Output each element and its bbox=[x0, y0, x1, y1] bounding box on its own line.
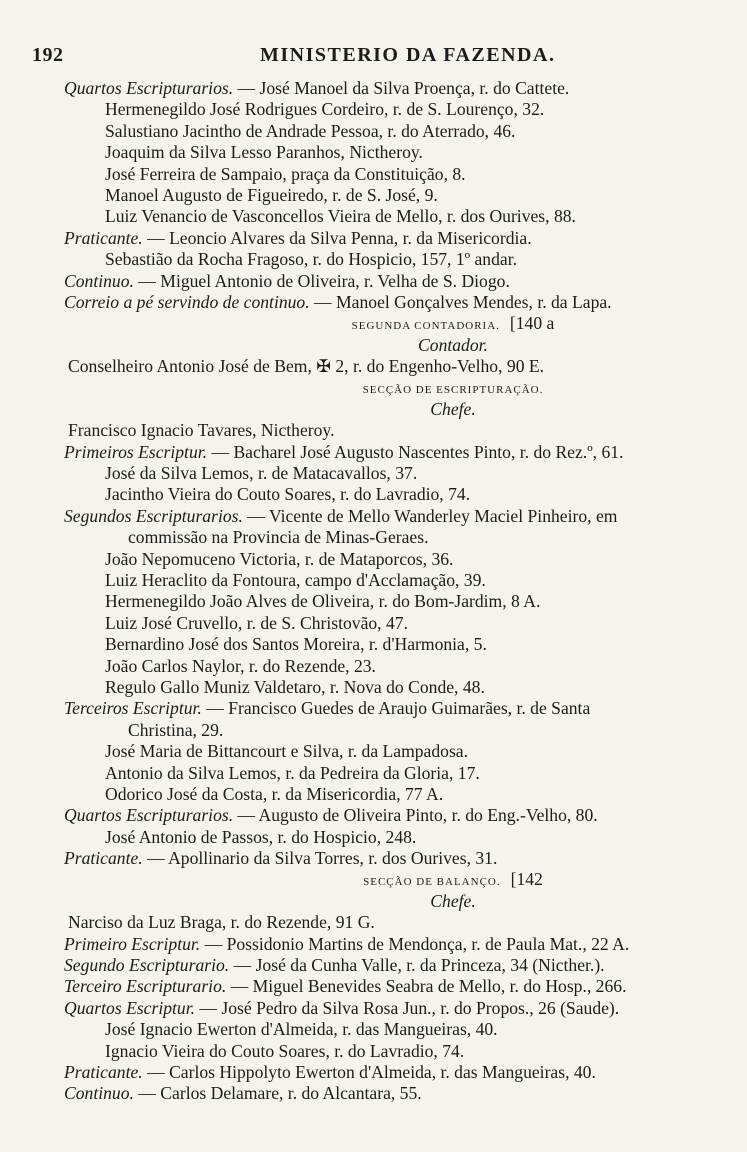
entry-text: Luiz José Cruvello, r. de S. Christovão, 47. bbox=[105, 612, 408, 633]
entry-line bbox=[68, 827, 708, 848]
entry-line bbox=[68, 1019, 708, 1040]
entry-text: — Francisco Guedes de Araujo Guimarães, r. de Santa bbox=[201, 698, 591, 719]
entry-line bbox=[64, 955, 708, 976]
entry-text: José da Silva Lemos, r. de Matacavallos, 37. bbox=[105, 463, 418, 484]
entry-line bbox=[68, 121, 708, 142]
entry-text: Conselheiro Antonio José de Bem, ✠ 2, r. do Engenho-Velho, 90 E. bbox=[68, 356, 545, 377]
entry-text: — Apollinario da Silva Torres, r. dos Ourives, 31. bbox=[142, 848, 498, 869]
entry-line bbox=[64, 698, 708, 719]
entry-text: Joaquim da Silva Lesso Paranhos, Nictheroy. bbox=[105, 142, 423, 163]
entry-line bbox=[64, 292, 708, 313]
section-title: SECÇÃO DE ESCRIPTURAÇÃO. bbox=[362, 384, 544, 397]
entry-line bbox=[68, 720, 708, 741]
entry-role: Praticante. bbox=[64, 848, 143, 869]
entry-line bbox=[64, 1062, 708, 1083]
entry-text: — José Pedro da Silva Rosa Jun., r. do Propos., 26 (Saude). bbox=[195, 997, 620, 1018]
entry-role: Terceiro Escripturario. bbox=[64, 976, 227, 997]
entry-text: — José da Cunha Valle, r. da Princeza, 34 (Nicther.). bbox=[229, 955, 605, 976]
entry-line bbox=[64, 78, 708, 99]
page-header bbox=[32, 44, 722, 70]
section-page-ref: [140 a bbox=[509, 313, 555, 334]
entry-line bbox=[68, 741, 708, 762]
entry-text: Francisco Ignacio Tavares, Nictheroy. bbox=[68, 420, 335, 441]
entry-line bbox=[64, 998, 708, 1019]
entry-text: José Ferreira de Sampaio, praça da Constituição, 8. bbox=[105, 163, 466, 184]
role-heading: Contador. bbox=[418, 334, 488, 355]
entry-line bbox=[68, 634, 708, 655]
page-number: 192 bbox=[32, 44, 64, 66]
entry-text: — Vicente de Mello Wanderley Maciel Pinheiro, em bbox=[242, 505, 618, 526]
entry-text: — Miguel Benevides Seabra de Mello, r. do Hosp., 266. bbox=[226, 976, 627, 997]
entry-text: José Antonio de Passos, r. do Hospicio, 248. bbox=[105, 826, 417, 847]
entry-text: — Leoncio Alvares da Silva Penna, r. da Misericordia. bbox=[142, 227, 532, 248]
document-body bbox=[64, 78, 708, 1105]
entry-role: Continuo. bbox=[64, 270, 134, 291]
entry-line bbox=[68, 784, 708, 805]
entry-line bbox=[68, 1041, 708, 1062]
entry-line bbox=[68, 142, 708, 163]
entry-text: — Miguel Antonio de Oliveira, r. Velha de S. Diogo. bbox=[133, 270, 510, 291]
entry-text: — Possidonio Martins de Mendonça, r. de Paula Mat., 22 A. bbox=[200, 933, 630, 954]
entry-text: Narciso da Luz Braga, r. do Rezende, 91 G. bbox=[68, 912, 375, 933]
entry-line bbox=[64, 805, 708, 826]
entry-line bbox=[68, 164, 708, 185]
entry-role: Quartos Escriptur. bbox=[64, 997, 195, 1018]
entry-text: Jacintho Vieira do Couto Soares, r. do Lavradio, 74. bbox=[105, 484, 471, 505]
section-heading bbox=[68, 377, 708, 398]
entry-line bbox=[68, 912, 708, 933]
entry-role: Correio a pé servindo de continuo. bbox=[64, 291, 310, 312]
entry-role: Praticante. bbox=[64, 1061, 143, 1082]
entry-text: — Carlos Delamare, r. do Alcantara, 55. bbox=[133, 1083, 422, 1104]
entry-text: João Nepomuceno Victoria, r. de Mataporcos, 36. bbox=[105, 548, 454, 569]
entry-line bbox=[64, 934, 708, 955]
section-page-ref: [142 bbox=[510, 869, 543, 890]
entry-text: José Ignacio Ewerton d'Almeida, r. das Mangueiras, 40. bbox=[105, 1019, 498, 1040]
entry-line bbox=[68, 656, 708, 677]
entry-line bbox=[64, 848, 708, 869]
entry-role: Continuo. bbox=[64, 1083, 134, 1104]
entry-line bbox=[68, 249, 708, 270]
entry-line bbox=[64, 442, 708, 463]
entry-line bbox=[64, 271, 708, 292]
entry-text: Hermenegildo José Rodrigues Cordeiro, r. de S. Lourenço, 32. bbox=[105, 99, 545, 120]
entry-line bbox=[64, 1083, 708, 1104]
entry-role: Segundo Escripturario. bbox=[64, 955, 230, 976]
entry-line bbox=[64, 976, 708, 997]
entry-text: Salustiano Jacintho de Andrade Pessoa, r. do Aterrado, 46. bbox=[105, 120, 516, 141]
role-heading: Chefe. bbox=[430, 890, 476, 911]
entry-line bbox=[64, 506, 708, 527]
entry-line bbox=[64, 228, 708, 249]
entry-text: Hermenegildo João Alves de Oliveira, r. do Bom-Jardim, 8 A. bbox=[105, 591, 541, 612]
entry-role: Segundos Escripturarios. bbox=[64, 505, 243, 526]
entry-role: Primeiro Escriptur. bbox=[64, 933, 201, 954]
entry-role: Primeiros Escriptur. bbox=[64, 441, 208, 462]
entry-line bbox=[68, 420, 708, 441]
entry-line bbox=[68, 99, 708, 120]
entry-text: — José Manoel da Silva Proença, r. do Cattete. bbox=[233, 78, 570, 98]
role-heading: Chefe. bbox=[430, 398, 476, 419]
entry-text: Luiz Venancio de Vasconcellos Vieira de Mello, r. dos Ourives, 88. bbox=[105, 206, 576, 227]
entry-role: Quartos Escripturarios. bbox=[64, 805, 234, 826]
entry-text: Manoel Augusto de Figueiredo, r. de S. José, 9. bbox=[105, 184, 438, 205]
entry-text: Sebastião da Rocha Fragoso, r. do Hospicio, 157, 1º andar. bbox=[105, 249, 518, 270]
entry-text: José Maria de Bittancourt e Silva, r. da Lampadosa. bbox=[105, 741, 469, 762]
entry-role: Terceiros Escriptur. bbox=[64, 698, 202, 719]
entry-line bbox=[68, 570, 708, 591]
entry-line bbox=[68, 677, 708, 698]
entry-line bbox=[68, 549, 708, 570]
entry-text: commissão na Provincia de Minas-Geraes. bbox=[128, 527, 429, 548]
entry-text: Antonio da Silva Lemos, r. da Pedreira da Gloria, 17. bbox=[105, 762, 480, 783]
running-title: MINISTERIO DA FAZENDA. bbox=[260, 44, 556, 66]
entry-line bbox=[68, 613, 708, 634]
entry-text: Bernardino José dos Santos Moreira, r. d'Harmonia, 5. bbox=[105, 634, 487, 655]
entry-text: — Augusto de Oliveira Pinto, r. do Eng.-Velho, 80. bbox=[233, 805, 598, 826]
entry-text: Luiz Heraclito da Fontoura, campo d'Acclamação, 39. bbox=[105, 569, 486, 590]
entry-text: João Carlos Naylor, r. do Rezende, 23. bbox=[105, 655, 376, 676]
section-heading bbox=[68, 313, 708, 334]
entry-line bbox=[68, 463, 708, 484]
entry-role: Praticante. bbox=[64, 227, 143, 248]
entry-line bbox=[68, 356, 708, 377]
entry-line bbox=[68, 185, 708, 206]
entry-text: Regulo Gallo Muniz Valdetaro, r. Nova do Conde, 48. bbox=[105, 676, 485, 697]
entry-text: — Manoel Gonçalves Mendes, r. da Lapa. bbox=[309, 291, 612, 312]
entry-text: Ignacio Vieira do Couto Soares, r. do Lavradio, 74. bbox=[105, 1040, 465, 1061]
entry-role: Quartos Escripturarios. bbox=[64, 78, 234, 98]
entry-text: — Carlos Hippolyto Ewerton d'Almeida, r. das Mangueiras, 40. bbox=[142, 1061, 596, 1082]
entry-line bbox=[68, 763, 708, 784]
entry-line bbox=[68, 484, 708, 505]
entry-text: — Bacharel José Augusto Nascentes Pinto, r. do Rez.º, 61. bbox=[207, 441, 624, 462]
section-title: SECÇÃO DE BALANÇO. bbox=[363, 876, 501, 889]
entry-line bbox=[68, 527, 708, 548]
entry-line bbox=[68, 206, 708, 227]
entry-text: Odorico José da Costa, r. da Misericordia, 77 A. bbox=[105, 783, 444, 804]
entry-line bbox=[68, 591, 708, 612]
entry-text: Christina, 29. bbox=[128, 719, 224, 740]
section-heading bbox=[68, 869, 708, 890]
section-title: SEGUNDA CONTADORIA. bbox=[351, 320, 500, 333]
